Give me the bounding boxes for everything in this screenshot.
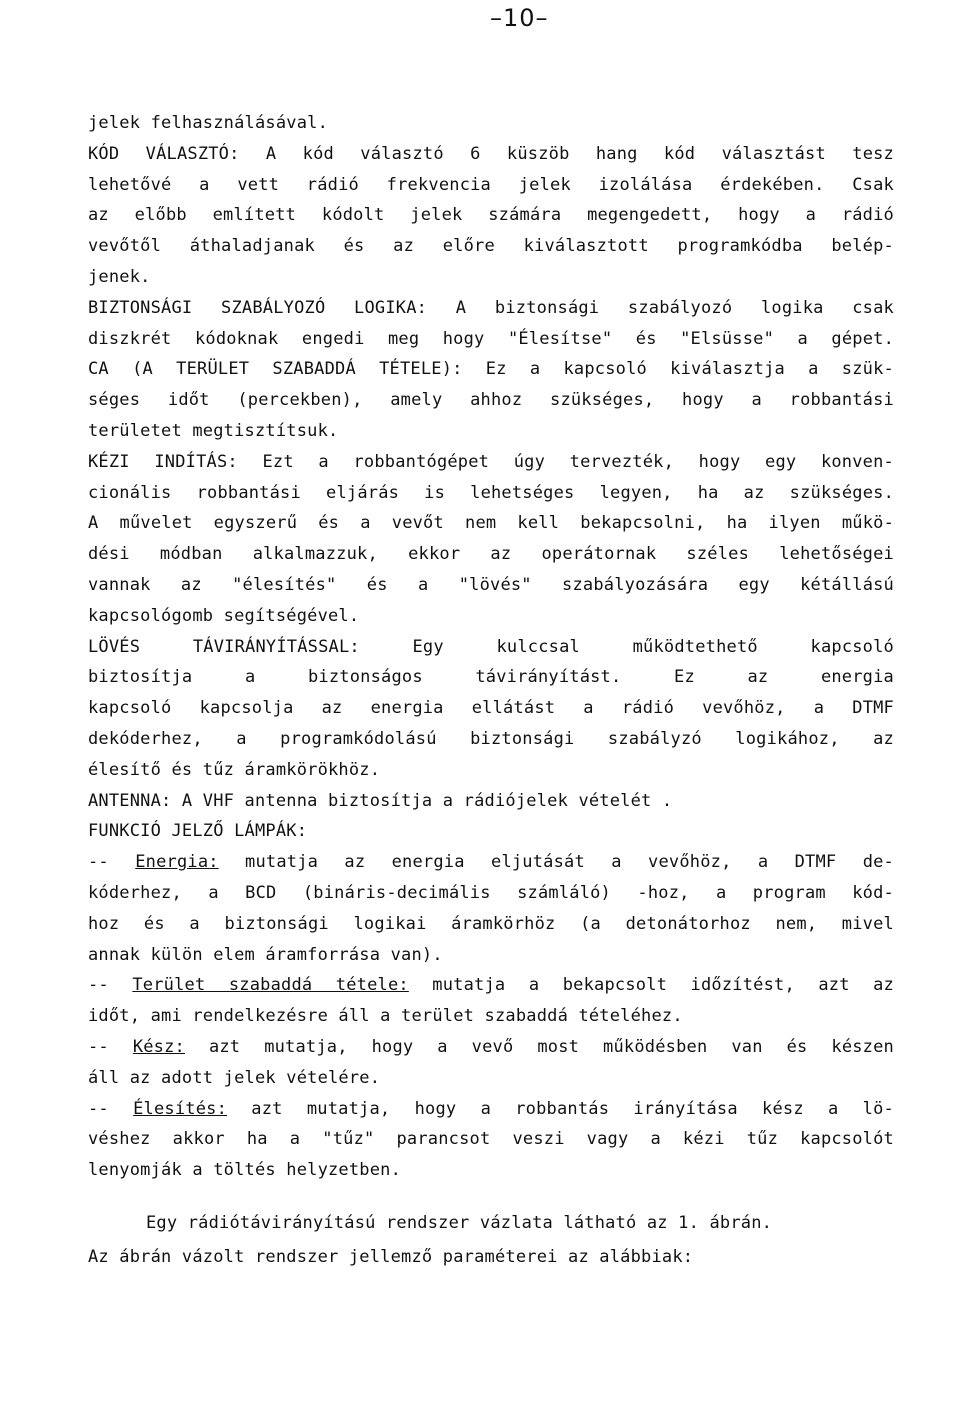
closing-paragraph [88,1206,894,1274]
text-line: jenek. [88,266,151,287]
lamp-label: Energia: [135,852,219,873]
text-line: időt, ami rendelkezésre áll a terület szabaddá tételéhez. [88,1006,683,1027]
text-line: séges időt (percekben), amely ahhoz szükséges, hogy a robbantási [88,390,894,411]
text-line: véshez akkor ha a "tűz" parancsot veszi vagy a kézi tűz kapcsolót [88,1129,894,1150]
text-line: kapcsológomb segítségével. [88,605,360,626]
text-line: lehetővé a vett rádió frekvencia jelek izolálása érdekében. Csak [88,174,894,195]
text-line: -- Energia: mutatja az energia eljutását a vevőhöz, a DTMF de- [88,852,894,873]
text-line: élesítő és tűz áramkörökhöz. [88,759,381,780]
text-line: -- Élesítés: azt mutatja, hogy a robbantás irányítása kész a lö- [88,1098,894,1119]
text-line: biztosítja a biztonságos távirányítást. Ez az energia [88,667,894,688]
text-line: FUNKCIÓ JELZŐ LÁMPÁK: [88,821,308,842]
text-line: cionális robbantási eljárás is lehetséges legyen, ha az szükséges. [88,482,894,503]
text-line: ANTENNA: A VHF antenna biztosítja a rádiójelek vételét . [88,790,673,811]
text-line: dekóderhez, a programkódolású biztonsági szabályzó logikához, az [88,728,894,749]
text-line: -- Kész: azt mutatja, hogy a vevő most működésben van és készen [88,1036,894,1057]
text-line: területet megtisztítsuk. [88,420,339,441]
text-line: LÖVÉS TÁVIRÁNYÍTÁSSAL: Egy kulccsal működtethető kapcsoló [88,636,894,657]
closing-line-1: Egy rádiótávirányítású rendszer vázlata látható az 1. ábrán. [146,1213,773,1233]
lamp-label: Élesítés: [133,1098,228,1119]
text-line: az előbb említett kódolt jelek számára megengedett, hogy a rádió [88,205,894,226]
lamp-label: Kész: [132,1036,185,1057]
text-line: BIZTONSÁGI SZABÁLYOZÓ LOGIKA: A biztonsági szabályozó logika csak [88,297,894,318]
text-line: annak külön elem áramforrása van). [88,944,443,965]
text-line: KÉZI INDÍTÁS: Ezt a robbantógépet úgy tervezték, hogy egy konven- [88,451,894,472]
text-line: jelek felhasználásával. [88,113,329,133]
text-line: A művelet egyszerű és a vevőt nem kell bekapcsolni, ha ilyen műkö- [88,513,894,534]
text-line: CA (A TERÜLET SZABADDÁ TÉTELE): Ez a kapcsoló kiválasztja a szük- [88,359,894,380]
text-line: áll az adott jelek vételére. [88,1067,381,1088]
text-line: kapcsoló kapcsolja az energia ellátást a rádió vevőhöz, a DTMF [88,698,894,719]
closing-line-2: Az ábrán vázolt rendszer jellemző paraméterei az alábbiak: [88,1247,694,1267]
body-text [88,108,894,1186]
text-line: lenyomják a töltés helyzetben. [88,1160,402,1181]
text-line: vevőtől áthaladjanak és az előre kiválasztott programkódba belép- [88,236,894,257]
text-line: KÓD VÁLASZTÓ: A kód választó 6 küszöb hang kód választást tesz [88,143,894,164]
text-line: kóderhez, a BCD (bináris-decimális számláló) -hoz, a program kód- [88,882,894,903]
page-number: –10– [490,4,549,32]
text-line: -- Terület szabaddá tétele: mutatja a bekapcsolt időzítést, azt az [88,975,894,996]
text-line: hoz és a biztonsági logikai áramkörhöz (a detonátorhoz nem, mivel [88,913,894,934]
text-line: diszkrét kódoknak engedi meg hogy "Élesítse" és "Elsüsse" a gépet. [88,328,894,349]
text-line: vannak az "élesítés" és a "lövés" szabályozására egy kétállású [88,574,894,595]
text-line: dési módban alkalmazzuk, ekkor az operátornak széles lehetőségei [88,544,894,565]
lamp-label: Terület szabaddá tétele: [132,975,409,996]
